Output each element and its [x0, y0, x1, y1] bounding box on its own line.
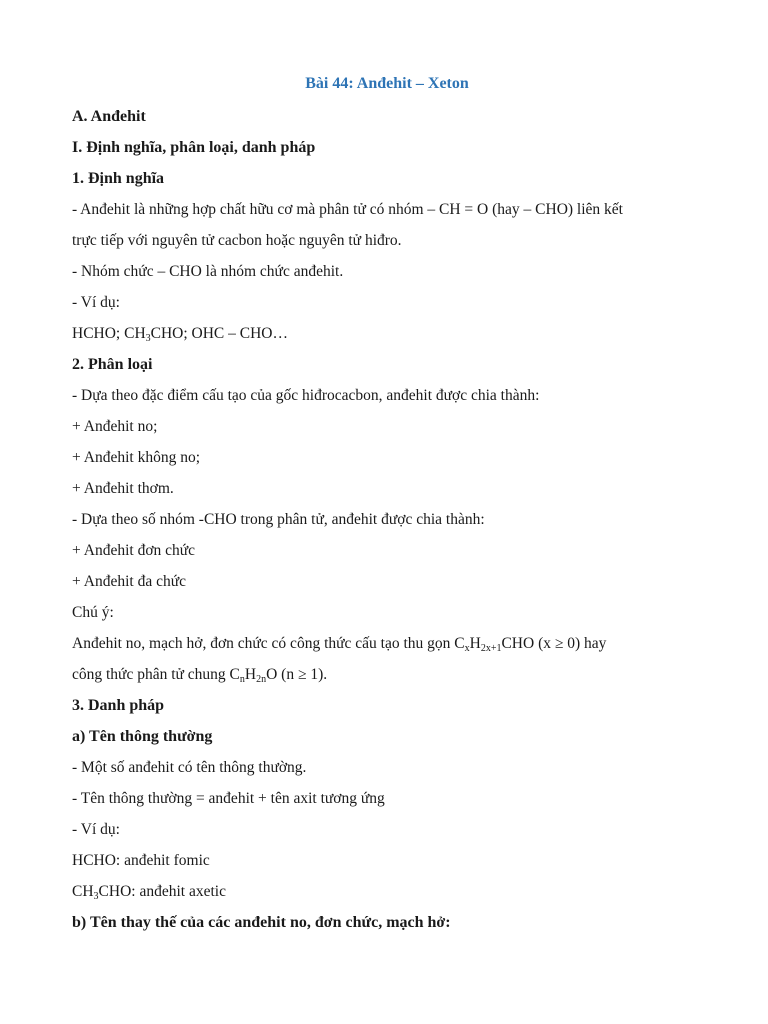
subheading-common-names: a) Tên thông thường [72, 728, 213, 745]
example-formulas [72, 318, 702, 349]
formula-text: CH [72, 883, 94, 900]
subheading-classification: 2. Phân loại [72, 356, 153, 373]
section-heading-a: A. Anđehit [72, 108, 146, 125]
note-text: CHO (x ≥ 0) hay [501, 635, 607, 652]
formula-subscript: n [239, 674, 245, 685]
classify-item-1: + Anđehit no; [72, 418, 158, 435]
example-label: - Ví dụ: [72, 294, 120, 311]
document-page [72, 70, 702, 938]
note-text: H [244, 666, 257, 683]
classify-item-3: + Anđehit thơm. [72, 480, 174, 497]
formula-subscript: 2n [256, 674, 267, 685]
note-text: công thức phân tử chung C [72, 666, 240, 683]
classify-line-1: - Dựa theo đặc điểm cấu tạo của gốc hiđrocacbon, anđehit được chia thành: [72, 387, 540, 404]
naming-example-1: HCHO: anđehit fomic [72, 852, 210, 869]
subheading-definition: 1. Định nghĩa [72, 170, 165, 187]
note-text: Anđehit no, mạch hở, đơn chức có công thức cấu tạo thu gọn C [72, 635, 465, 652]
classify-item-5: + Anđehit đa chức [72, 573, 186, 590]
formula-text: HCHO; CH [72, 325, 146, 342]
section-heading-1: I. Định nghĩa, phân loại, danh pháp [72, 139, 316, 156]
naming-line-2: - Tên thông thường = anđehit + tên axit tương ứng [72, 790, 385, 807]
note-line-1 [72, 628, 702, 659]
definition-line-3: - Nhóm chức – CHO là nhóm chức anđehit. [72, 263, 344, 280]
classify-item-2: + Anđehit không no; [72, 449, 201, 466]
formula-text: CHO: anđehit axetic [98, 883, 226, 900]
formula-subscript: 3 [93, 891, 99, 902]
note-label: Chú ý: [72, 604, 114, 621]
naming-example-label: - Ví dụ: [72, 821, 120, 838]
formula-text: CHO; OHC – CHO… [150, 325, 288, 342]
definition-line-2: trực tiếp với nguyên tử cacbon hoặc nguyên tử hiđro. [72, 232, 402, 249]
definition-line-1: - Anđehit là những hợp chất hữu cơ mà phân tử có nhóm – CH = O (hay – CHO) liên kết [72, 201, 623, 218]
naming-example-2 [72, 876, 702, 907]
note-text: H [469, 635, 481, 652]
note-line-2 [72, 659, 702, 690]
classify-item-4: + Anđehit đơn chức [72, 542, 196, 559]
subheading-substitutive-names: b) Tên thay thế của các anđehit no, đơn chức, mạch hở: [72, 914, 451, 931]
formula-subscript: 2x+1 [480, 643, 502, 654]
note-text: O (n ≥ 1). [266, 666, 328, 683]
naming-line-1: - Một số anđehit có tên thông thường. [72, 759, 307, 776]
formula-subscript: 3 [145, 333, 151, 344]
subheading-naming: 3. Danh pháp [72, 697, 165, 714]
classify-line-2: - Dựa theo số nhóm -CHO trong phân tử, anđehit được chia thành: [72, 511, 485, 528]
formula-subscript: x [464, 643, 470, 654]
page-title: Bài 44: Anđehit – Xeton [305, 75, 469, 92]
